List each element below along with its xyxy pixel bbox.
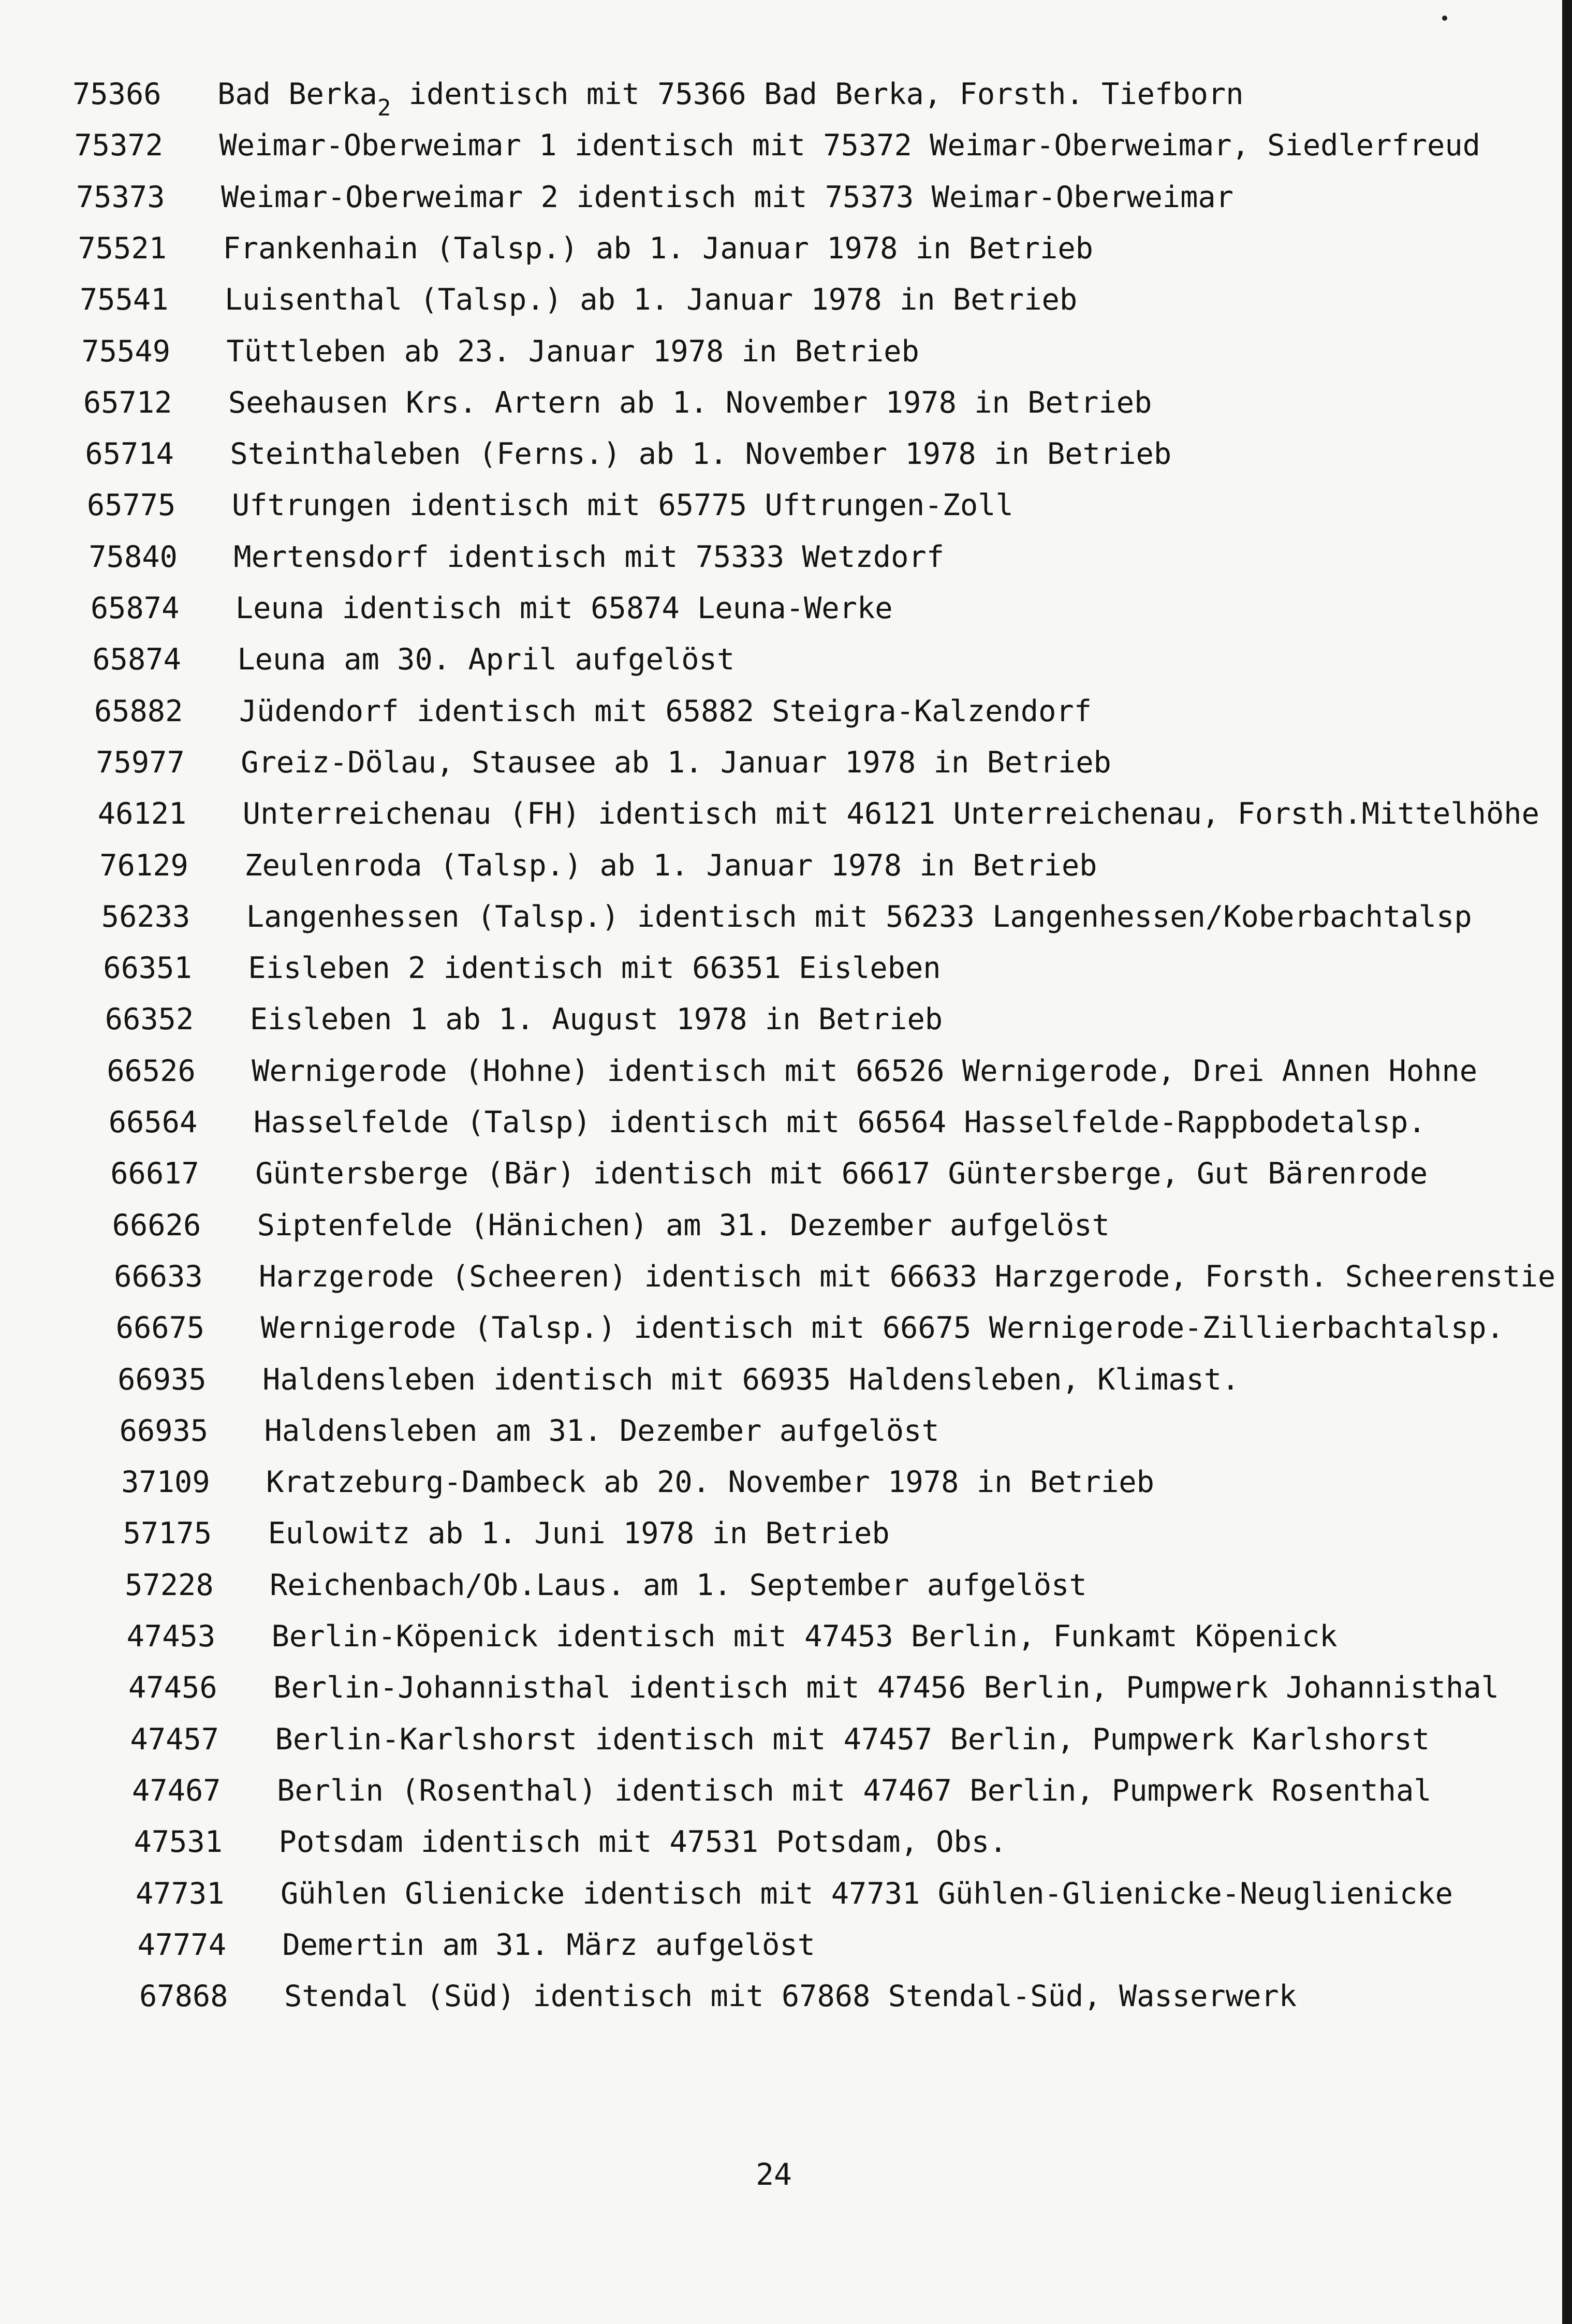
station-description	[281, 1872, 1453, 1916]
station-description	[217, 72, 1244, 130]
station-description	[273, 1666, 1499, 1709]
station-name: Siptenfelde (Hänichen) am 31. Dezember aufgelöst	[257, 1208, 1110, 1243]
station-description	[279, 1820, 1007, 1864]
station-code: 66935	[119, 1413, 209, 1448]
station-description	[225, 278, 1077, 321]
station-code: 66675	[115, 1311, 205, 1346]
station-description	[228, 381, 1152, 425]
station-description	[270, 1563, 1087, 1607]
station-code: 47774	[137, 1927, 227, 1962]
station-name: Kratzeburg-Dambeck ab 20. November 1978 in Betrieb	[266, 1465, 1154, 1500]
station-description	[232, 484, 1013, 527]
station-description	[275, 1718, 1430, 1761]
station-description	[272, 1615, 1338, 1658]
station-description	[277, 1769, 1432, 1813]
station-description	[244, 844, 1097, 887]
station-name: Haldensleben am 31. Dezember aufgelöst	[264, 1413, 939, 1448]
station-subscript: 2	[377, 95, 391, 121]
station-code: 66617	[110, 1157, 199, 1191]
station-name: Güntersberge (Bär) identisch mit 66617 Güntersberge, Gut Bärenrode	[255, 1157, 1428, 1191]
station-code: 75840	[89, 539, 178, 574]
station-code: 66526	[107, 1054, 196, 1088]
station-description	[237, 638, 734, 681]
station-description	[265, 1409, 939, 1453]
station-code: 65882	[94, 694, 183, 728]
station-code: 75521	[78, 231, 167, 266]
station-code: 75373	[76, 180, 165, 214]
station-name: Luisenthal (Talsp.) ab 1. Januar 1978 in Betrieb	[224, 283, 1078, 317]
station-name: Potsdam identisch mit 47531 Potsdam, Obs.	[278, 1825, 1007, 1860]
station-code: 66633	[114, 1259, 203, 1294]
station-name: Uftrungen identisch mit 65775 Uftrungen-Zoll	[231, 488, 1013, 523]
station-description	[266, 1460, 1154, 1504]
station-name: Steinthaleben (Ferns.) ab 1. November 1978 in Betrieb	[230, 437, 1172, 472]
scan-edge	[1562, 0, 1572, 2324]
station-name: Eulowitz ab 1. Juni 1978 in Betrieb	[268, 1516, 890, 1551]
station-code: 65874	[92, 642, 181, 677]
station-name: Langenhessen (Talsp.) identisch mit 56233 Langenhessen/Koberbachtalsp	[246, 899, 1472, 934]
station-code: 75977	[96, 745, 185, 780]
station-name: Berlin-Köpenick identisch mit 47453 Berlin, Funkamt Köpenick	[271, 1619, 1338, 1654]
station-name: Frankenhain (Talsp.) ab 1. Januar 1978 in Betrieb	[223, 231, 1093, 266]
station-name: Leuna am 30. April aufgelöst	[237, 642, 735, 677]
station-description	[246, 895, 1472, 939]
station-code: 47457	[130, 1722, 219, 1757]
station-code: 37109	[121, 1465, 210, 1500]
station-description	[250, 998, 943, 1041]
station-code: 46121	[97, 797, 187, 831]
station-code: 47531	[134, 1825, 223, 1860]
station-name: Berlin-Johannisthal identisch mit 47456 Berlin, Pumpwerk Johannisthal	[273, 1671, 1499, 1705]
station-description	[230, 432, 1171, 476]
station-description	[243, 792, 1539, 836]
station-name: Seehausen Krs. Artern ab 1. November 1978 in Betrieb	[228, 385, 1152, 420]
station-code: 65874	[90, 591, 180, 625]
station-description	[255, 1152, 1428, 1195]
station-name: Harzgerode (Scheeren) identisch mit 66633 Harzgerode, Forsth. Scheerenstie	[259, 1259, 1556, 1294]
scan-speck	[1442, 16, 1447, 21]
station-description	[236, 587, 893, 630]
station-code: 47453	[126, 1619, 216, 1654]
station-name: Weimar-Oberweimar 1 identisch mit 75372 Weimar-Oberweimar, Siedlerfreud	[219, 128, 1480, 163]
station-code: 57175	[123, 1516, 212, 1551]
station-name: Weimar-Oberweimar 2 identisch mit 75373 Weimar-Oberweimar	[221, 180, 1234, 214]
station-code: 47456	[128, 1671, 217, 1705]
station-code: 66352	[105, 1002, 194, 1037]
station-description	[239, 690, 1092, 733]
station-description	[252, 1049, 1477, 1093]
station-code: 65714	[85, 437, 174, 472]
station-description	[248, 946, 941, 990]
station-description	[259, 1255, 1555, 1298]
station-name: Haldensleben identisch mit 66935 Haldensleben, Klimast.	[262, 1362, 1240, 1397]
station-code: 56233	[101, 899, 190, 934]
station-code: 47731	[135, 1876, 225, 1911]
station-code: 67868	[139, 1979, 228, 2014]
station-name: Jüdendorf identisch mit 65882 Steigra-Kalzendorf	[239, 694, 1092, 728]
station-description	[233, 535, 944, 579]
page-number: 24	[756, 2157, 792, 2192]
station-code: 66626	[112, 1208, 201, 1243]
station-description	[219, 124, 1480, 167]
station-description	[268, 1512, 890, 1555]
station-name: Eisleben 1 ab 1. August 1978 in Betrieb	[249, 1002, 943, 1037]
station-name: Stendal (Süd) identisch mit 67868 Stendal-Süd, Wasserwerk	[284, 1979, 1297, 2014]
station-code: 66935	[117, 1362, 207, 1397]
station-code: 57228	[125, 1568, 214, 1602]
station-description	[226, 330, 919, 373]
station-code: 47467	[132, 1773, 221, 1808]
station-code: 66564	[108, 1105, 198, 1139]
station-name: Reichenbach/Ob.Laus. am 1. September aufgelöst	[270, 1568, 1087, 1602]
station-name: Wernigerode (Hohne) identisch mit 66526 Wernigerode, Drei Annen Hohne	[252, 1054, 1478, 1088]
station-description	[254, 1101, 1426, 1144]
station-name: Berlin (Rosenthal) identisch mit 47467 Berlin, Pumpwerk Rosenthal	[277, 1773, 1432, 1808]
station-description-rest: identisch mit 75366 Bad Berka, Forsth. Tiefborn	[391, 77, 1244, 111]
station-description	[262, 1358, 1239, 1401]
station-name: Leuna identisch mit 65874 Leuna-Werke	[235, 591, 893, 625]
station-name: Berlin-Karlshorst identisch mit 47457 Berlin, Pumpwerk Karlshorst	[275, 1722, 1430, 1757]
station-description	[241, 741, 1111, 784]
station-description	[261, 1306, 1504, 1350]
station-name: Wernigerode (Talsp.) identisch mit 66675 Wernigerode-Zillierbachtalsp.	[260, 1311, 1504, 1346]
station-name: Hasselfelde (Talsp) identisch mit 66564 Hasselfelde-Rappbodetalsp.	[253, 1105, 1426, 1139]
station-name: Demertin am 31. März aufgelöst	[282, 1927, 815, 1962]
station-name: Mertensdorf identisch mit 75333 Wetzdorf	[233, 539, 945, 574]
station-description	[257, 1204, 1110, 1247]
station-name: Tüttleben ab 23. Januar 1978 in Betrieb	[226, 334, 919, 369]
station-code: 75372	[74, 128, 164, 163]
station-description	[221, 176, 1233, 219]
station-name: Gühlen Glienicke identisch mit 47731 Gühlen-Glienicke-Neuglienicke	[280, 1876, 1453, 1911]
station-name: Zeulenroda (Talsp.) ab 1. Januar 1978 in Betrieb	[244, 848, 1097, 883]
station-code: 75366	[72, 77, 161, 111]
station-description	[223, 227, 1093, 270]
station-name: Eisleben 2 identisch mit 66351 Eisleben	[248, 951, 941, 986]
station-name: Greiz-Dölau, Stausee ab 1. Januar 1978 in Betrieb	[241, 745, 1111, 780]
station-description	[284, 1975, 1297, 2018]
station-code: 75549	[81, 334, 171, 369]
station-code: 65775	[86, 488, 176, 523]
station-code: 76129	[99, 848, 188, 883]
station-code: 66351	[103, 951, 192, 986]
station-name: Unterreichenau (FH) identisch mit 46121 Unterreichenau, Forsth.Mittelhöhe	[242, 797, 1539, 831]
station-name: Bad Berka	[217, 77, 377, 111]
station-description	[282, 1923, 815, 1967]
station-code: 65712	[83, 385, 172, 420]
station-code: 75541	[79, 283, 169, 317]
